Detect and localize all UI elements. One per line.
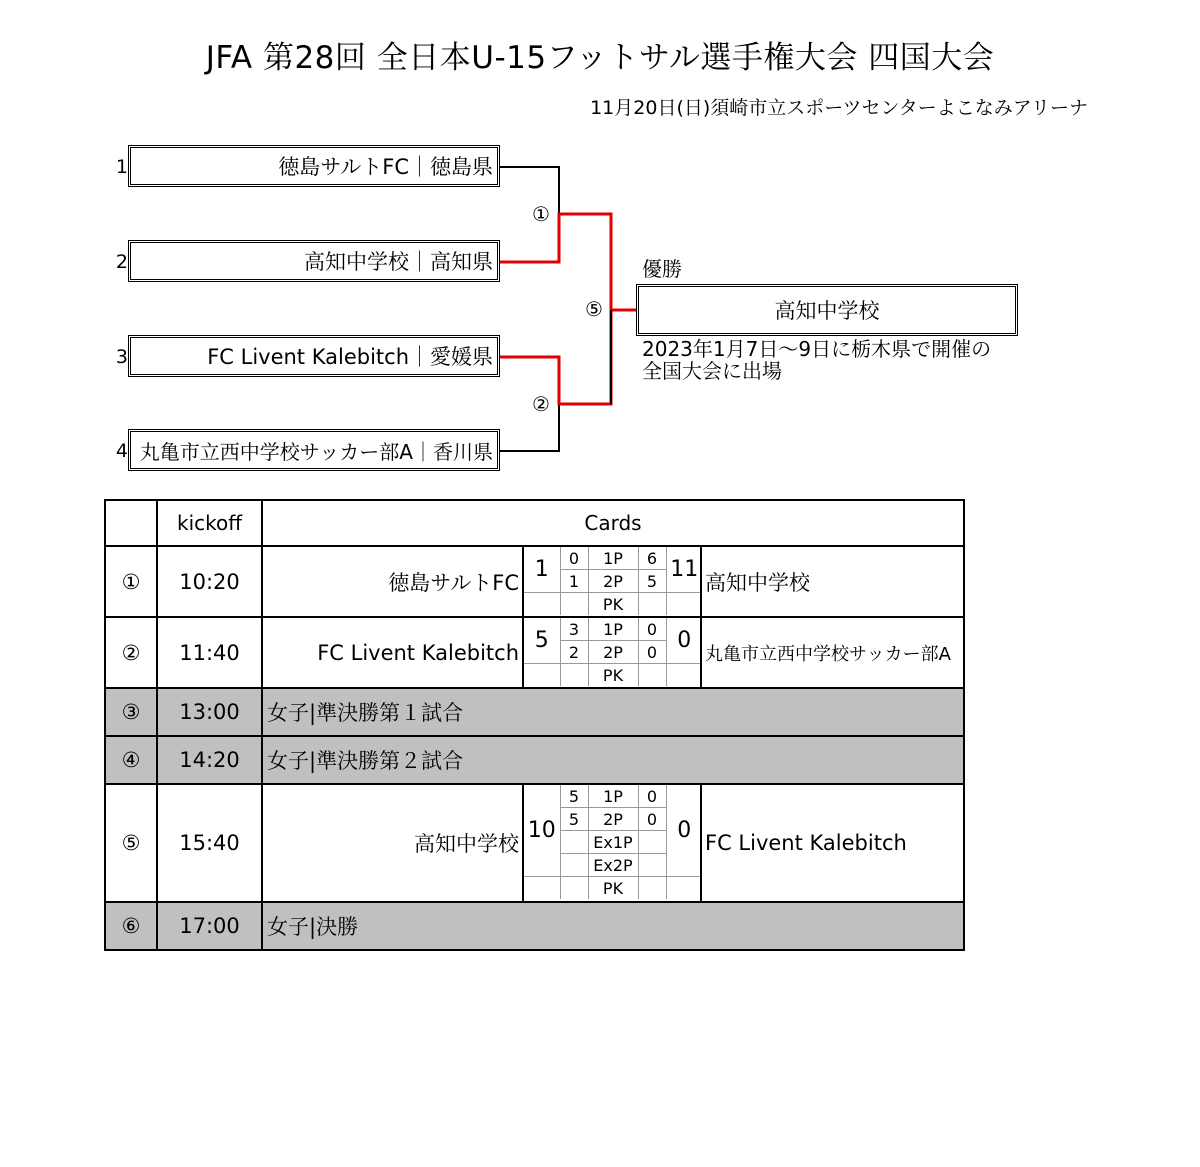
period-label: 2P: [588, 641, 638, 664]
header-kickoff: kickoff: [157, 500, 262, 546]
away-period: 0: [638, 785, 666, 808]
home-period: 2: [560, 641, 588, 664]
winner-note-line2: 全国大会に出場: [642, 359, 782, 383]
table-row: [105, 617, 964, 688]
match-no: ②: [105, 617, 157, 688]
match-no: ⑥: [105, 902, 157, 950]
away-period: 0: [638, 641, 666, 664]
away-team: 高知中学校: [701, 546, 964, 617]
kickoff-time: 17:00: [157, 902, 262, 950]
match-label-1: ①: [532, 202, 550, 226]
match-label-final: ⑤: [585, 297, 603, 321]
away-period: 6: [638, 547, 666, 570]
match-note: 女子|準決勝第１試合: [262, 688, 964, 736]
home-total: 1: [524, 547, 560, 593]
away-team: FC Livent Kalebitch: [701, 784, 964, 902]
schedule-header-row: [105, 500, 964, 546]
match-label-2: ②: [532, 392, 550, 416]
schedule-table: [104, 499, 965, 951]
kickoff-time: 10:20: [157, 546, 262, 617]
winner-note: [642, 338, 1042, 382]
page-title: JFA 第28回 全日本U-15フットサル選手権大会 四国大会: [205, 40, 995, 76]
bracket-lines: [0, 0, 1200, 500]
winner-label: 優勝: [642, 257, 682, 281]
table-row: [105, 546, 964, 617]
kickoff-time: 14:20: [157, 736, 262, 784]
seed-2: 2: [115, 251, 128, 273]
home-period: 5: [560, 808, 588, 831]
score-grid: [523, 784, 701, 902]
home-period: 5: [560, 785, 588, 808]
away-total: 0: [666, 785, 702, 877]
period-label: 2P: [588, 808, 638, 831]
venue-date: 11月20日(日)須崎市立スポーツセンターよこなみアリーナ: [590, 97, 1088, 119]
home-total: 5: [524, 618, 560, 664]
away-period: 0: [638, 808, 666, 831]
home-team: 高知中学校: [262, 784, 523, 902]
score-grid: [523, 617, 701, 688]
seed-4: 4: [115, 440, 128, 462]
kickoff-time: 11:40: [157, 617, 262, 688]
period-label: PK: [588, 593, 638, 616]
period-label: PK: [588, 877, 638, 900]
home-period: 3: [560, 618, 588, 641]
match-note: 女子|準決勝第２試合: [262, 736, 964, 784]
bracket-line-loser-1: [500, 167, 559, 214]
period-label: 2P: [588, 570, 638, 593]
period-label: PK: [588, 664, 638, 687]
bracket-team-label: FC Livent Kalebitch｜愛媛県: [207, 345, 493, 369]
bracket-team-label: 丸亀市立西中学校サッカー部A｜香川県: [139, 439, 493, 464]
seed-1: 1: [115, 156, 128, 178]
match-no: ⑤: [105, 784, 157, 902]
match-note: 女子|決勝: [262, 902, 964, 950]
table-row: [105, 784, 964, 902]
bracket-line-loser-2: [500, 404, 559, 451]
bracket-line-winner-1: [500, 214, 611, 310]
home-period: 1: [560, 570, 588, 593]
away-period: 0: [638, 618, 666, 641]
away-total: 0: [666, 618, 702, 664]
match-no: ①: [105, 546, 157, 617]
header-cards: Cards: [262, 500, 964, 546]
seed-3: 3: [115, 346, 128, 368]
bracket-team-label: 徳島サルトFC｜徳島県: [278, 155, 493, 179]
away-total: 11: [666, 547, 702, 593]
winner-note-line1: 2023年1月7日～9日に栃木県で開催の: [642, 337, 992, 361]
period-label: 1P: [588, 618, 638, 641]
period-label: 1P: [588, 547, 638, 570]
away-period: 5: [638, 570, 666, 593]
winner-name: 高知中学校: [774, 299, 880, 323]
home-period: 0: [560, 547, 588, 570]
match-no: ④: [105, 736, 157, 784]
period-label: 1P: [588, 785, 638, 808]
winner-box: [636, 284, 1018, 336]
home-team: 徳島サルトFC: [262, 546, 523, 617]
period-label: Ex2P: [588, 854, 638, 877]
kickoff-time: 13:00: [157, 688, 262, 736]
period-label: Ex1P: [588, 831, 638, 854]
home-team: FC Livent Kalebitch: [262, 617, 523, 688]
score-grid: [523, 546, 701, 617]
table-row: [105, 736, 964, 784]
away-team: 丸亀市立西中学校サッカー部A: [701, 617, 964, 688]
match-no: ③: [105, 688, 157, 736]
bracket-team-label: 高知中学校｜高知県: [304, 250, 493, 274]
kickoff-time: 15:40: [157, 784, 262, 902]
table-row: [105, 902, 964, 950]
header-no: [105, 500, 157, 546]
table-row: [105, 688, 964, 736]
home-total: 10: [524, 785, 560, 877]
bracket-line-winner-2: [500, 310, 611, 404]
